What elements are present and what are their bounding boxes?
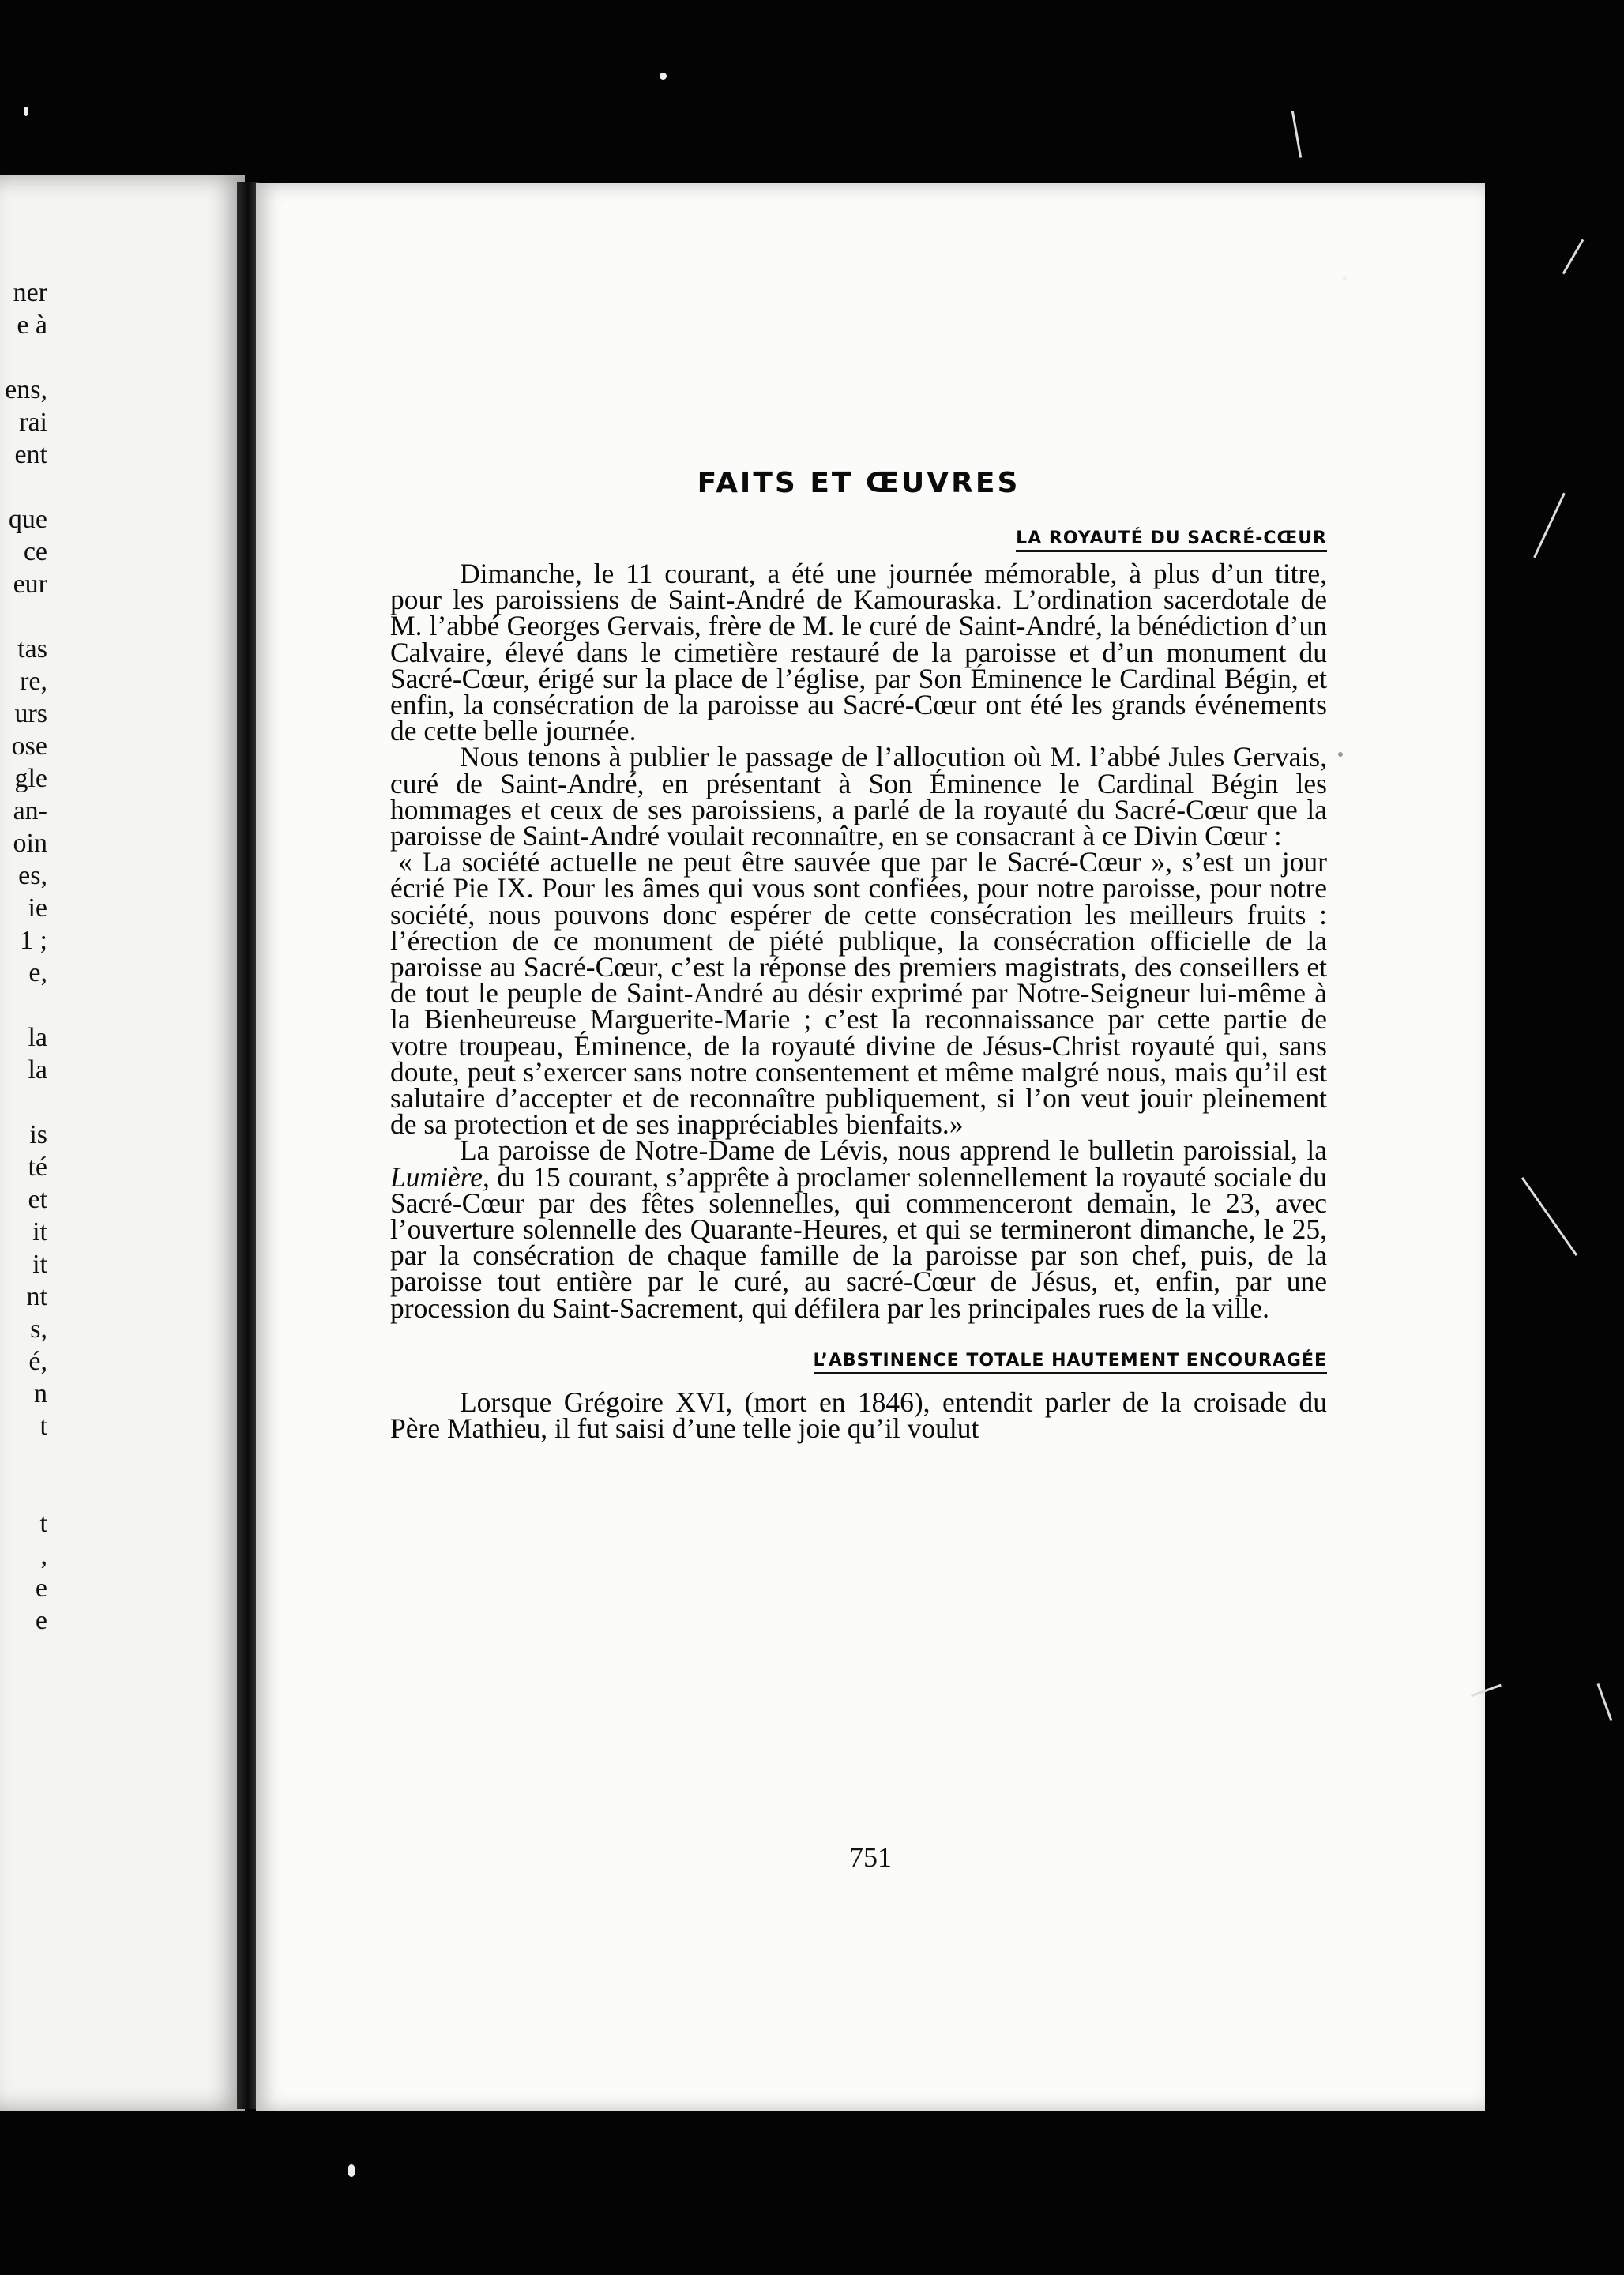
left-page-fragment: la: [28, 1057, 47, 1084]
left-page-fragment: 1 ;: [20, 927, 47, 954]
dust-speck: [348, 2164, 355, 2177]
left-page-fragment: ner: [13, 280, 47, 306]
dust-hair: [1533, 493, 1566, 558]
dust-hair: [1597, 1683, 1613, 1721]
left-page-fragment: e à: [17, 312, 47, 339]
left-page-fragment: oin: [13, 830, 47, 857]
dust-hair: [1291, 111, 1302, 158]
left-page-fragment: it: [32, 1251, 47, 1278]
dust-speck: [1338, 752, 1343, 757]
left-page-fragment: ,: [40, 1543, 47, 1570]
left-page-fragment: ent: [14, 442, 47, 468]
left-page-fragment: s,: [30, 1316, 47, 1343]
left-page-fragment: ie: [28, 895, 47, 922]
left-page-fragment: urs: [14, 701, 47, 728]
left-page-fragment: gle: [14, 765, 47, 792]
dust-speck: [24, 107, 28, 116]
paragraph-4: [390, 1134, 1327, 1324]
left-page-fragment: que: [8, 506, 47, 533]
paragraph-quote: « La société actuelle ne peut être sauvée que par le Sacré-Cœur », s’est un jour écrié Pie IX. Pour les âmes qui vous sont confiées, pour notre paroisse, pour notre société, nous pouvons donc espérer de cette consécration les meilleurs fruits : l’érection de ce monument de piété publique, la consécration officielle de la paroisse au Sacré-Cœur, c’est la réponse des premiers magistrats, des conseillers et de tout le peuple de Saint-André au désir exprimé par Notre-Seigneur lui-même à la Bienheureuse Marguerite-Marie ; c’est la reconnaissance par cette partie de votre troupeau, Éminence, de la royauté divine de Jésus-Christ royauté qui, sans doute, peut s’exercer sans notre consentement et même malgré nous, mais qu’il est salutaire d’accepter et de reconnaître publiquement, si l’on veut jouir pleinement de sa protection et de ses inappréciables bienfaits.»: [390, 846, 1327, 1141]
left-page-fragment: é,: [28, 1348, 47, 1375]
paragraph-4-part-2: , du 15 courant, s’apprête à proclamer solennellement la royauté sociale du Sacré-Cœur par des fêtes solennelles, qui commenceront demain, le 23, avec l’ouverture solennelle des Quarante-Heures, et qui se termineront dimanche, le 25, par la consécration de chaque famille de la paroisse par son chef, puis, de la paroisse tout entière par le curé, au sacré-Cœur de Jésus, et, enfin, par une procession du Saint-Sacrement, qui défilera par les principales rues de la ville.: [390, 1160, 1327, 1324]
right-page: [256, 183, 1485, 2111]
section-title-abstinence-text: L’ABSTINENCE TOTALE HAUTEMENT ENCOURAGÉE: [814, 1351, 1327, 1374]
dust-hair: [1562, 239, 1585, 275]
left-page-fragment: nt: [26, 1284, 47, 1310]
dust-speck: [660, 73, 667, 80]
page-heading: FAITS ET ŒUVRES: [697, 467, 1021, 499]
left-page-fragment: re,: [20, 668, 47, 695]
left-page-fragment: ens,: [5, 377, 47, 404]
paragraph-2: Nous tenons à publier le passage de l’allocution où M. l’abbé Jules Gervais, curé de Saint-André, en présentant à Son Éminence le Cardinal Bégin les hommages et ceux de ses paroissiens, a parlé de la royauté du Sacré-Cœur que la paroisse de Saint-André voulait reconnaître, en se consacrant à ce Divin Cœur :: [390, 741, 1327, 852]
left-page-fragment: tas: [17, 636, 47, 663]
page-number: 751: [849, 1841, 892, 1873]
left-page-fragment: it: [32, 1219, 47, 1246]
left-page-fragment: e: [35, 1608, 47, 1634]
left-page-fragment: n: [34, 1381, 47, 1408]
section-title-royaute-text: LA ROYAUTÉ DU SACRÉ-CŒUR: [1016, 528, 1327, 552]
left-page-fragment: la: [28, 1025, 47, 1051]
left-page-fragment: té: [28, 1154, 47, 1181]
left-page-fragment: is: [29, 1122, 47, 1149]
paragraph-4-italic: Lumière: [390, 1160, 483, 1193]
paragraph-4-part-1: La paroisse de Notre-Dame de Lévis, nous apprend le bulletin paroissial, la: [460, 1134, 1327, 1167]
paragraph-1: Dimanche, le 11 courant, a été une journée mémorable, à plus d’un titre, pour les paroissiens de Saint-André de Kamouraska. L’ordination sacerdotale de M. l’abbé Georges Gervais, frère de M. le curé de Saint-André, la bénédiction d’un Calvaire, élevé dans le cimetière restauré de la paroisse et d’un monument du Sacré-Cœur, érigé sur la place de l’église, par Son Éminence le Cardinal Bégin, et enfin, la consécration de la paroisse au Sacré-Cœur ont été les grands événements de cette belle journée.: [390, 558, 1327, 747]
left-page-fragment: e: [35, 1575, 47, 1602]
left-page: [0, 175, 245, 2111]
dust-speck: [1343, 276, 1347, 280]
left-page-fragment: ce: [23, 539, 47, 566]
section-title-royaute: [390, 528, 1327, 550]
left-page-fragment: rai: [19, 409, 47, 436]
left-page-fragment: ose: [11, 733, 47, 760]
left-page-fragment: t: [39, 1413, 47, 1440]
left-page-fragment: an-: [13, 798, 47, 825]
dust-hair: [1521, 1177, 1577, 1256]
left-page-fragment: et: [28, 1186, 47, 1213]
paragraph-5: Lorsque Grégoire XVI, (mort en 1846), entendit parler de la croisade du Père Mathieu, il fut saisi d’une telle joie qu’il voulut: [390, 1386, 1327, 1445]
bleed-through-text: [651, 404, 658, 434]
left-page-fragment: es,: [18, 863, 47, 889]
section-title-abstinence: [390, 1350, 1327, 1372]
left-page-fragment: t: [39, 1510, 47, 1537]
left-page-fragment: eur: [13, 571, 47, 598]
left-page-fragment: e,: [28, 960, 47, 987]
article-body: [390, 467, 1327, 1445]
